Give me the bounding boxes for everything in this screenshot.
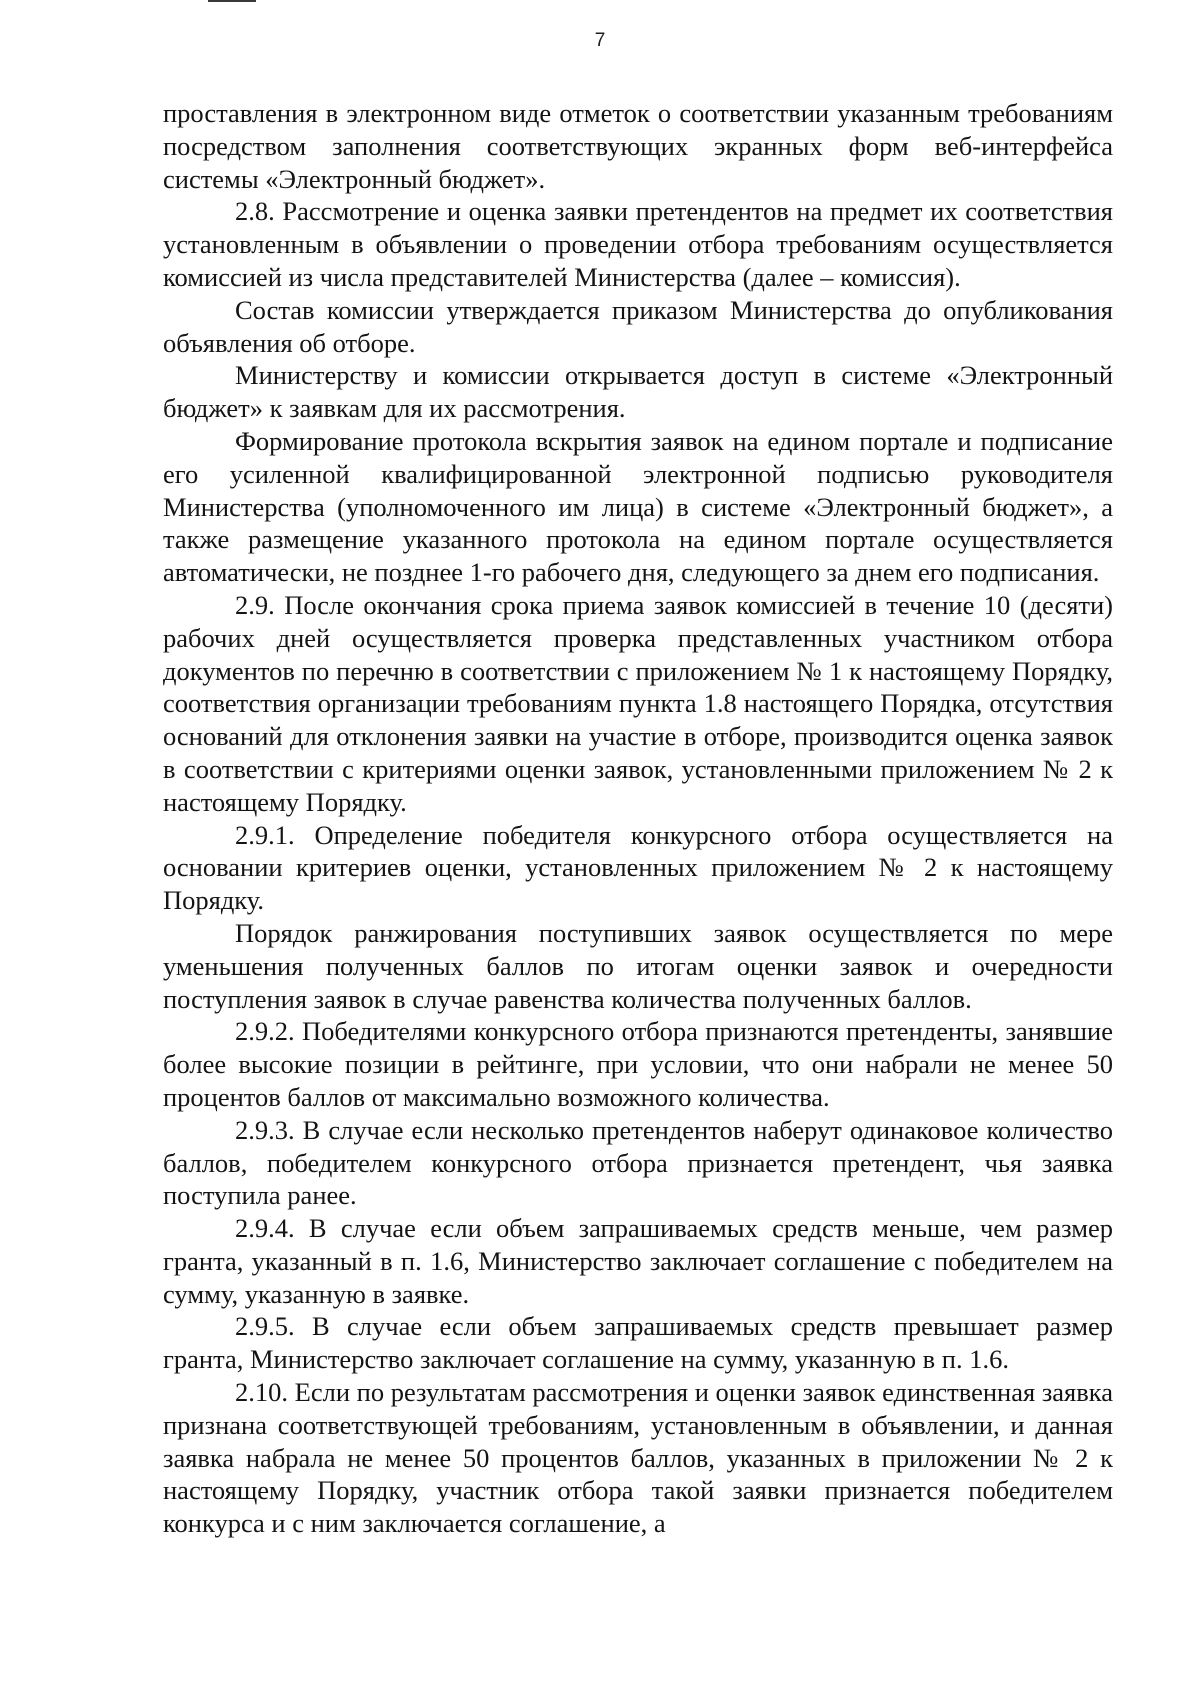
paragraph-protocol: Формирование протокола вскрытия заявок на едином портале и подписание его усиленной квалифицированной электронной подписью руководителя Министерства (уполномоченного им лица) в системе «Электронный бюджет», а также размещение указанного протокола на едином портале осуществляется автоматически, не позднее 1-го рабочего дня, следующего за днем его подписания. — [163, 425, 1113, 588]
document-body — [163, 97, 1113, 1540]
paragraph-continuation: проставления в электронном виде отметок о соответствии указанным требованиям посредством заполнения соответствующих экранных форм веб-интерфейса системы «Электронный бюджет». — [163, 98, 1113, 194]
paragraph-2-9-2: 2.9.2. Победителями конкурсного отбора признаются претенденты, занявшие более высокие позиции в рейтинге, при условии, что они набрали не менее 50 процентов баллов от максимально возможного количества. — [163, 1016, 1113, 1112]
paragraph-access: Министерству и комиссии открывается доступ в системе «Электронный бюджет» к заявкам для их рассмотрения. — [163, 360, 1113, 424]
paragraph-ranking: Порядок ранжирования поступивших заявок осуществляется по мере уменьшения полученных баллов по итогам оценки заявок и очередности поступления заявок в случае равенства количества полученных баллов. — [163, 917, 1113, 1014]
paragraph-2-9-5: 2.9.5. В случае если объем запрашиваемых средств превышает размер гранта, Министерство заключает соглашение на сумму, указанную в п. 1.6. — [163, 1311, 1113, 1375]
page-number: 7 — [594, 30, 606, 51]
paragraph-2-9-4: 2.9.4. В случае если объем запрашиваемых средств меньше, чем размер гранта, указанный в п. 1.6, Министерство заключает соглашение с победителем на сумму, указанную в заявке. — [163, 1213, 1113, 1309]
paragraph-2-9: 2.9. После окончания срока приема заявок комиссией в течение 10 (десяти) рабочих дней осуществляется проверка представленных участником отбора документов по перечню в соответствии с приложением № 1 к настоящему Порядку, соответствия организации требованиям пункта 1.8 настоящего Порядка, отсутствия оснований для отклонения заявки на участие в отборе, производится оценка заявок в соответствии с критериями оценки заявок, установленными приложением № 2 к настоящему Порядку. — [163, 589, 1113, 817]
paragraph-2-8: 2.8. Рассмотрение и оценка заявки претендентов на предмет их соответствия установленным в объявлении о проведении отбора требованиям осуществляется комиссией из числа представителей Министерства (далее – комиссия). — [163, 196, 1113, 292]
paragraph-2-9-1: 2.9.1. Определение победителя конкурсного отбора осуществляется на основании критериев оценки, установленных приложением № 2 к настоящему Порядку. — [163, 819, 1113, 916]
paragraph-commission-composition: Состав комиссии утверждается приказом Министерства до опубликования объявления об отборе. — [163, 294, 1113, 358]
paragraph-2-10: 2.10. Если по результатам рассмотрения и оценки заявок единственная заявка признана соответствующей требованиям, установленным в объявлении, и данная заявка набрала не менее 50 процентов баллов, указанных в приложении № 2 к настоящему Порядку, участник отбора такой заявки признается победителем конкурса и с ним заключается соглашение, а — [163, 1377, 1113, 1539]
scan-artifact-line — [208, 0, 256, 2]
paragraph-2-9-3: 2.9.3. В случае если несколько претендентов наберут одинаковое количество баллов, победителем конкурсного отбора признается претендент, чья заявка поступила ранее. — [163, 1114, 1113, 1211]
